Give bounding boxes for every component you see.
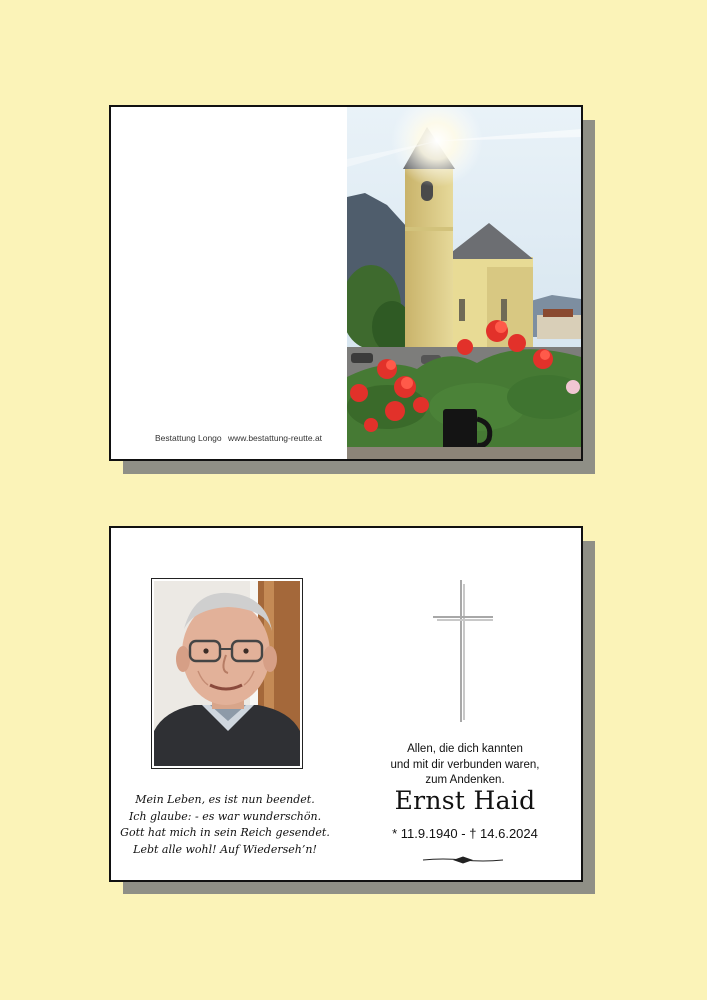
church-photo <box>347 107 581 459</box>
memorial-poem <box>111 792 339 858</box>
cross-icon <box>431 578 495 724</box>
dedication-text <box>349 742 581 789</box>
poem-line: Mein Leben, es ist nun beendet. <box>135 793 315 806</box>
life-dates: * 11.9.1940 - † 14.6.2024 <box>392 826 538 841</box>
dedication-line: zum Andenken. <box>425 774 505 786</box>
back-card <box>109 526 583 882</box>
dedication-line: und mit dir verbunden waren, <box>390 758 540 771</box>
poem-line: Lebt alle wohl! Auf Wiederseh’n! <box>133 842 317 856</box>
poem-line: Ich glaube: - es war wunderschön. <box>128 809 322 823</box>
funeral-home-name: Bestattung Longo <box>155 433 222 443</box>
front-card-blank-panel <box>111 107 347 459</box>
deceased-name: Ernst Haid <box>394 786 536 815</box>
ornament-divider-icon <box>421 850 505 860</box>
portrait-photo <box>151 578 303 769</box>
front-card <box>109 105 583 461</box>
funeral-home-website: www.bestattung-reutte.at <box>228 433 323 443</box>
dedication-line: Allen, die dich kannten <box>407 743 523 755</box>
poem-line: Gott hat mich in sein Reich gesendet. <box>120 826 330 839</box>
funeral-home-imprint <box>155 433 322 443</box>
